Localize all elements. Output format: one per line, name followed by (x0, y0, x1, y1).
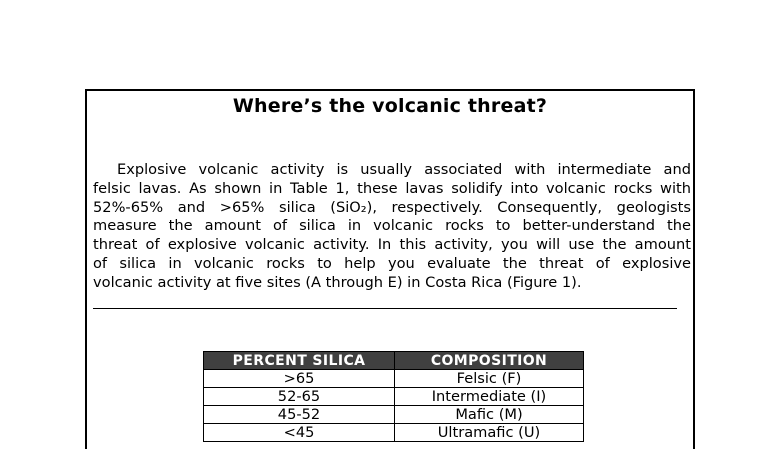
section-divider (93, 308, 677, 309)
cell-percent: >65 (204, 370, 395, 388)
header-percent-silica: PERCENT SILICA (204, 352, 395, 370)
paragraph-line: threat of explosive volcanic activity. In this activity, you will use the amount (93, 236, 691, 254)
paragraph-line: felsic lavas. As shown in Table 1, these lavas solidify into volcanic rocks with (93, 179, 691, 197)
cell-percent: 52-65 (204, 388, 395, 406)
paragraph-line: volcanic activity at five sites (A through E) in Costa Rica (Figure 1). (93, 273, 582, 291)
cell-percent: 45-52 (204, 406, 395, 424)
table-row (204, 424, 584, 442)
activity-box (85, 89, 695, 449)
table-row (204, 388, 584, 406)
paragraph-line: 52%-65% and >65% silica (SiO₂), respectively. Consequently, geologists (93, 198, 691, 216)
cell-composition: Felsic (F) (395, 370, 584, 388)
cell-composition: Intermediate (I) (395, 388, 584, 406)
intro-paragraph (93, 161, 691, 293)
paragraph-line: Explosive volcanic activity is usually associated with intermediate and (117, 161, 691, 178)
silica-composition-table (203, 351, 584, 442)
paragraph-line: measure the amount of silica in volcanic rocks to better-understand the (93, 217, 691, 235)
cell-composition: Mafic (M) (395, 406, 584, 424)
page-title: Where’s the volcanic threat? (232, 95, 548, 117)
paragraph-line: of silica in volcanic rocks to help you evaluate the threat of explosive (93, 254, 691, 272)
cell-composition: Ultramafic (U) (395, 424, 584, 442)
table-row (204, 406, 584, 424)
cell-percent: <45 (204, 424, 395, 442)
table-header-row (204, 352, 584, 370)
header-composition: COMPOSITION (395, 352, 584, 370)
table-row (204, 370, 584, 388)
